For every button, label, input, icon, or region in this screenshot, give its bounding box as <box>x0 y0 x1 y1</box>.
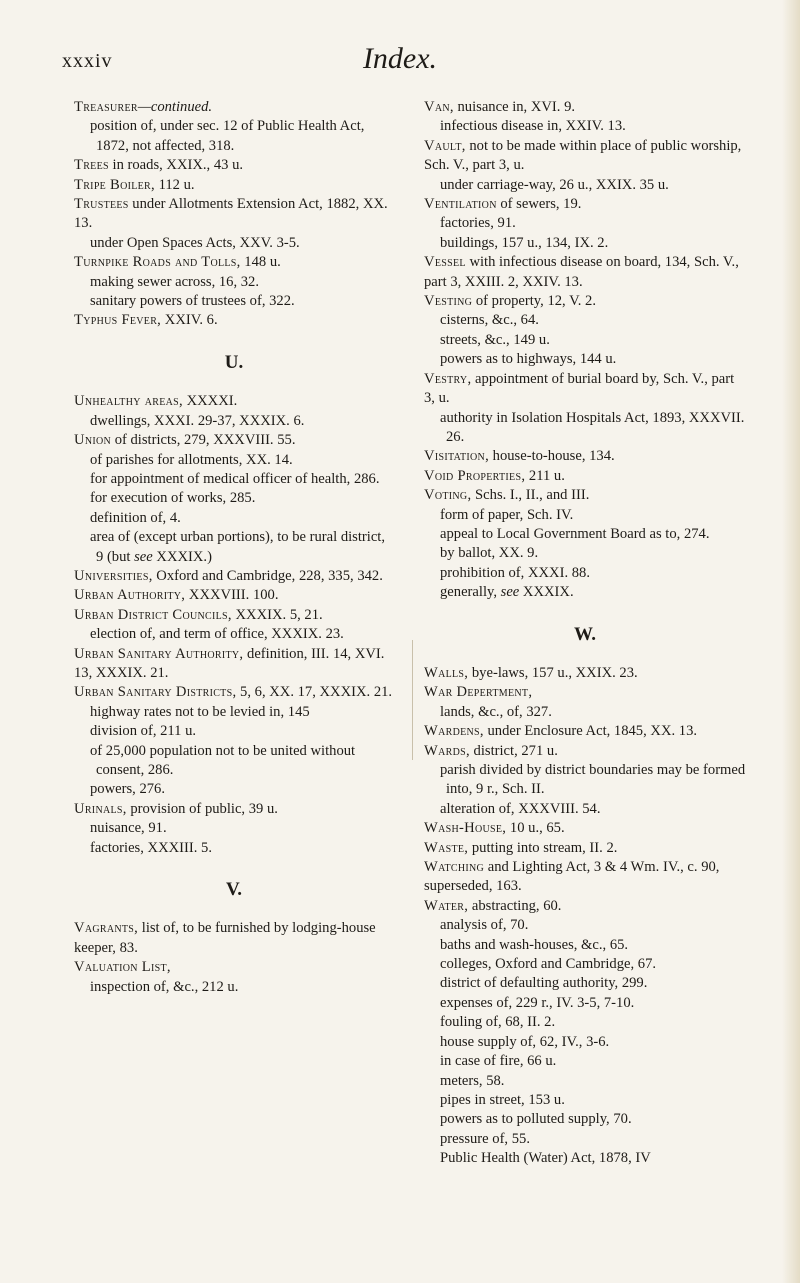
entry-text: parish divided by district boundaries may be formed into, 9 r., Sch. II. <box>440 762 746 798</box>
index-subentry <box>424 1091 746 1110</box>
index-entry <box>74 606 394 625</box>
entry-text: powers, 276. <box>90 781 165 798</box>
entry-text: in case of fire, 66 u. <box>440 1053 557 1070</box>
index-subentry <box>74 703 394 722</box>
gutter-line <box>412 640 413 760</box>
entry-text: list of, to be furnished by lodging-house keeper, 83. <box>74 920 376 956</box>
entry-text: area of (except urban portions), to be rural district, 9 (but <box>90 529 386 565</box>
index-entry <box>74 392 394 411</box>
entry-text: appointment of burial board by, Sch. V., part 3, u. <box>424 370 735 407</box>
entry-text: division of, 211 u. <box>90 723 197 740</box>
entry-text: house supply of, 62, IV., 3-6. <box>440 1033 610 1050</box>
section-letter: W. <box>573 623 596 645</box>
entry-headword: Typhus Fever, <box>74 312 162 329</box>
entry-headword: Unhealthy areas, <box>74 393 183 410</box>
entry-text: not to be made within place of public worship, Sch. V., part 3, u. <box>424 137 742 174</box>
index-entry <box>74 195 394 234</box>
entry-text: in roads, XXIX., 43 u. <box>108 157 244 174</box>
entry-headword: Treasurer <box>74 99 138 115</box>
index-entry <box>74 176 394 195</box>
entry-text: of property, 12, V. 2. <box>472 293 596 310</box>
entry-text: factories, XXXIII. 5. <box>90 839 212 856</box>
index-entry <box>74 98 394 117</box>
entry-text: district, 271 u. <box>469 742 558 759</box>
index-subentry <box>74 742 394 781</box>
entry-text: nuisance, 91. <box>90 820 167 837</box>
entry-text: alteration of, XXXVIII. 54. <box>440 800 601 817</box>
index-entry <box>424 98 746 117</box>
entry-headword: Vessel <box>424 254 466 271</box>
entry-text: inspection of, &c., 212 u. <box>90 978 239 995</box>
entry-text: highway rates not to be levied in, 145 <box>90 703 310 720</box>
index-subentry <box>424 564 746 583</box>
entry-text: under Enclosure Act, 1845, XX. 13. <box>483 723 698 740</box>
index-entry <box>74 645 394 684</box>
entry-text: for execution of works, 285. <box>90 490 256 507</box>
entry-text: dwellings, XXXI. 29-37, XXXIX. 6. <box>90 412 305 429</box>
entry-headword: Visitation, <box>424 448 490 465</box>
entry-text: XXXXI. <box>182 393 238 410</box>
index-subentry <box>74 625 394 644</box>
entry-headword: Watching <box>424 859 485 876</box>
entry-text: under Allotments Extension Act, 1882, XX. 13. <box>74 196 388 232</box>
entry-text: XXXIX. 5, 21. <box>231 606 323 623</box>
index-subentry <box>424 544 746 563</box>
index-entry <box>74 800 394 819</box>
entry-text: abstracting, 60. <box>468 897 562 914</box>
index-subentry <box>424 331 746 350</box>
entry-text: expenses of, 229 r., IV. 3-5, 7-10. <box>440 994 635 1011</box>
entry-text: powers as to highways, 144 u. <box>440 351 617 368</box>
index-subentry <box>424 703 746 722</box>
entry-text: for appointment of medical officer of health, 286. <box>90 470 380 487</box>
index-entry <box>74 311 394 330</box>
entry-text: 148 u. <box>240 254 281 271</box>
entry-headword: Urban Authority, <box>74 587 186 604</box>
index-entry <box>424 664 746 683</box>
entry-text: 112 u. <box>154 176 195 193</box>
index-subentry <box>424 1130 746 1149</box>
index-entry <box>424 486 746 505</box>
right-column <box>424 98 746 1169</box>
index-subentry <box>74 780 394 799</box>
entry-text: Public Health (Water) Act, 1878, IV <box>440 1150 651 1167</box>
entry-text: lands, &c., of, 327. <box>440 703 552 720</box>
entry-text: baths and wash-houses, &c., 65. <box>440 936 629 953</box>
section-letter: U. <box>224 351 244 373</box>
entry-text: pipes in street, 153 u. <box>440 1091 565 1108</box>
entry-text: XXIV. 6. <box>161 312 218 329</box>
entry-headword: Water, <box>424 897 469 914</box>
entry-text: appeal to Local Government Board as to, 274. <box>440 525 710 542</box>
entry-text: cisterns, &c., 64. <box>440 312 539 329</box>
index-entry <box>424 370 746 409</box>
entry-italic: see <box>134 548 153 565</box>
entry-text: definition, III. 14, XVI. 13, XXXIX. 21. <box>74 645 385 681</box>
index-subentry <box>424 974 746 993</box>
entry-text: definition of, 4. <box>90 509 181 526</box>
index-entry <box>74 958 394 977</box>
index-subentry <box>74 273 394 292</box>
entry-italic: see <box>500 584 520 601</box>
entry-text: sanitary powers of trustees of, 322. <box>90 293 295 310</box>
entry-text: under carriage-way, 26 u., XXIX. 35 u. <box>440 176 669 193</box>
entry-headword: Valuation List, <box>74 959 171 976</box>
index-subentry <box>74 234 394 253</box>
index-subentry <box>424 916 746 935</box>
page-number: xxxiv <box>62 50 113 72</box>
entry-text: infectious disease in, XXIV. 13. <box>440 118 626 135</box>
index-subentry <box>424 1110 746 1129</box>
index-subentry <box>424 525 746 544</box>
entry-text: streets, &c., 149 u. <box>440 331 550 348</box>
entry-text: election of, and term of office, XXXIX. 23. <box>90 626 344 643</box>
entry-headword: Voting, <box>424 487 472 504</box>
entry-text: 10 u., 65. <box>506 820 565 837</box>
entry-text: prohibition of, XXXI. 88. <box>440 564 590 581</box>
index-subentry <box>74 117 394 156</box>
index-entry <box>424 195 746 214</box>
index-entry <box>74 431 394 450</box>
index-subentry <box>74 722 394 741</box>
index-entry <box>74 683 394 702</box>
entry-text: Oxford and Cambridge, 228, 335, 342. <box>152 567 383 584</box>
entry-text: with infectious disease on board, 134, Sch. V., part 3, XXIII. 2, XXIV. 13. <box>424 254 739 290</box>
index-subentry <box>424 409 746 448</box>
entry-text: fouling of, 68, II. 2. <box>440 1014 556 1031</box>
index-subentry <box>424 800 746 819</box>
entry-text: of 25,000 population not to be united without consent, 286. <box>90 742 356 778</box>
index-subentry <box>74 978 394 997</box>
index-entry <box>424 683 746 702</box>
index-subentry <box>74 412 394 431</box>
index-subentry <box>74 451 394 470</box>
index-subentry <box>424 214 746 233</box>
entry-text: of sewers, 19. <box>496 196 582 213</box>
entry-text: Schs. I., II., and III. <box>471 487 590 504</box>
entry-text: factories, 91. <box>440 215 516 232</box>
entry-headword: Trustees <box>74 196 129 213</box>
index-entry <box>424 137 746 176</box>
index-subentry <box>74 470 394 489</box>
entry-headword: Vestry, <box>424 370 472 387</box>
index-subentry <box>424 1033 746 1052</box>
entry-text: of parishes for allotments, XX. 14. <box>90 451 293 468</box>
index-subentry <box>424 117 746 136</box>
entry-text: and Lighting Act, 3 & 4 Wm. IV., c. 90, superseded, 163. <box>424 859 720 895</box>
section-letter: V. <box>225 879 243 901</box>
index-entry <box>424 292 746 311</box>
entry-headword: Vagrants, <box>74 920 139 937</box>
index-subentry <box>424 1149 746 1168</box>
entry-text: form of paper, Sch. IV. <box>440 506 574 523</box>
index-subentry <box>424 761 746 800</box>
entry-text: 211 u. <box>525 467 565 484</box>
index-entry <box>74 567 394 586</box>
entry-headword: Wardens, <box>424 723 484 740</box>
index-subentry <box>424 583 746 602</box>
entry-text: powers as to polluted supply, 70. <box>440 1111 632 1128</box>
index-entry <box>424 839 746 858</box>
index-subentry <box>74 819 394 838</box>
index-entry <box>424 447 746 466</box>
left-column <box>74 98 394 997</box>
index-entry <box>424 467 746 486</box>
index-entry <box>74 156 394 175</box>
entry-text: authority in Isolation Hospitals Act, 1893, XXXVII. 26. <box>440 409 745 445</box>
entry-text: house-to-house, 134. <box>489 448 615 465</box>
entry-text: analysis of, 70. <box>440 917 529 934</box>
entry-headword: Wards, <box>424 742 470 759</box>
entry-headword: War Depertment, <box>424 684 533 701</box>
entry-text: 5, 6, XX. 17, XXXIX. 21. <box>236 684 393 701</box>
page-title: Index. <box>362 42 438 75</box>
entry-text: putting into stream, II. 2. <box>468 839 618 856</box>
index-subentry <box>424 311 746 330</box>
entry-text: generally, <box>440 584 501 601</box>
index-subentry <box>424 350 746 369</box>
entry-text: district of defaulting authority, 299. <box>440 975 648 992</box>
index-subentry <box>424 994 746 1013</box>
entry-headword: Urban Sanitary Districts, <box>74 684 237 701</box>
entry-text: nuisance in, XVI. 9. <box>453 99 576 115</box>
entry-text: meters, 58. <box>440 1072 505 1089</box>
index-subentry <box>424 176 746 195</box>
index-subentry <box>74 292 394 311</box>
index-subentry <box>424 936 746 955</box>
index-subentry <box>74 839 394 858</box>
index-entry <box>74 586 394 605</box>
index-entry <box>424 897 746 916</box>
index-entry <box>74 919 394 958</box>
entry-text: XXXVIII. 100. <box>185 587 279 604</box>
entry-headword: Van, <box>424 99 454 115</box>
entry-text: of districts, 279, XXXVIII. 55. <box>111 432 296 449</box>
index-subentry <box>424 506 746 525</box>
entry-headword: Trees <box>74 157 109 174</box>
entry-headword: Universities, <box>74 567 153 584</box>
index-entry <box>424 253 746 292</box>
entry-headword: Tripe Boiler, <box>74 176 155 193</box>
index-subentry <box>424 1052 746 1071</box>
index-entry <box>424 742 746 761</box>
index-entry <box>424 819 746 838</box>
entry-headword: Ventilation <box>424 196 497 213</box>
entry-text: by ballot, XX. 9. <box>440 545 539 562</box>
index-subentry <box>424 1072 746 1091</box>
index-subentry <box>424 234 746 253</box>
entry-text: buildings, 157 u., 134, IX. 2. <box>440 234 609 251</box>
entry-headword: Waste, <box>424 839 469 856</box>
index-entry <box>424 858 746 897</box>
index-entry <box>424 722 746 741</box>
entry-text-after: XXXIX.) <box>152 548 212 565</box>
entry-text-after: XXXIX. <box>519 584 574 601</box>
entry-text: colleges, Oxford and Cambridge, 67. <box>440 956 657 973</box>
entry-text: bye-laws, 157 u., XXIX. 23. <box>468 664 638 681</box>
entry-text: pressure of, 55. <box>440 1130 530 1147</box>
entry-text: under Open Spaces Acts, XXV. 3-5. <box>90 234 300 251</box>
entry-headword: Turnpike Roads and Tolls, <box>74 254 241 271</box>
entry-text: position of, under sec. 12 of Public Health Act, 1872, not affected, 318. <box>90 118 365 154</box>
entry-headword: Walls, <box>424 664 469 681</box>
index-subentry <box>74 528 394 567</box>
index-subentry <box>74 489 394 508</box>
entry-headword: Vesting <box>424 293 473 310</box>
index-subentry <box>74 509 394 528</box>
entry-headword: Void Properties, <box>424 467 526 484</box>
index-subentry <box>424 1013 746 1032</box>
entry-headword: Union <box>74 432 112 449</box>
page-edge <box>782 0 800 1283</box>
entry-headword: Urban Sanitary Authority, <box>74 645 244 662</box>
index-entry <box>74 253 394 272</box>
entry-headword: Wash-House, <box>424 820 507 837</box>
index-subentry <box>424 955 746 974</box>
entry-headword: Urinals, <box>74 800 127 817</box>
entry-italic: —continued. <box>137 99 213 115</box>
entry-headword: Vault, <box>424 137 466 154</box>
entry-headword: Urban District Councils, <box>74 606 232 623</box>
entry-text: provision of public, 39 u. <box>126 800 278 817</box>
entry-text: making sewer across, 16, 32. <box>90 273 260 290</box>
